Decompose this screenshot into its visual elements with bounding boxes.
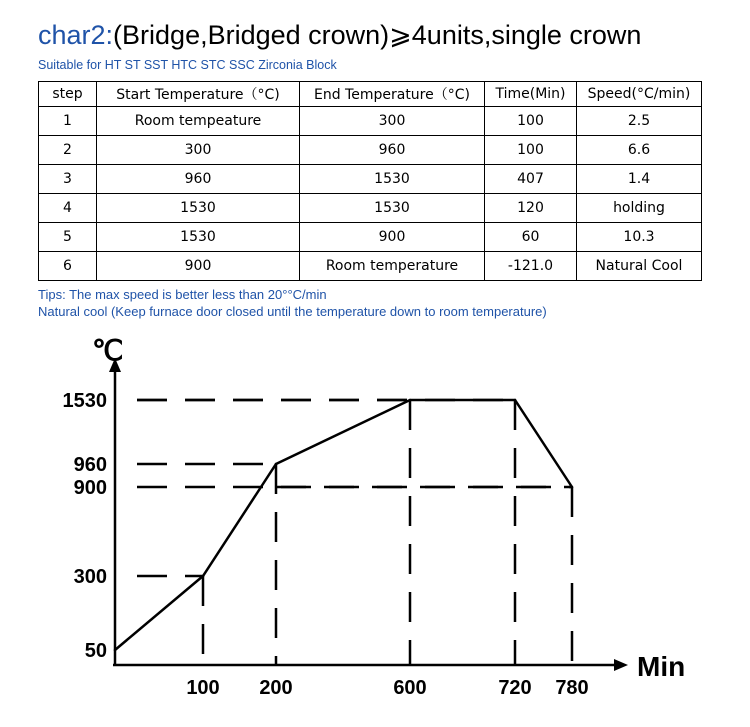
- data-point: [202, 575, 205, 578]
- y-tick-label: 960: [73, 454, 107, 476]
- title-text: (Bridge,Bridged crown)⩾4units,single crown: [113, 20, 642, 50]
- y-tick-label: 900: [73, 477, 107, 499]
- column-header-step: step: [39, 82, 97, 107]
- x-tick-label: 720: [498, 677, 532, 699]
- table-cell: 2: [39, 136, 97, 165]
- table-cell: 1: [39, 107, 97, 136]
- title-prefix: char2:: [38, 20, 114, 50]
- data-point: [114, 649, 117, 652]
- table-row: [39, 252, 702, 281]
- tick-labels: [63, 390, 589, 699]
- column-header-speed: Speed(°C/min): [577, 82, 702, 107]
- table-cell: 3: [39, 165, 97, 194]
- table-cell: 1530: [300, 165, 485, 194]
- data-point: [571, 486, 574, 489]
- table-cell: 1.4: [577, 165, 702, 194]
- tips-note: [38, 286, 547, 320]
- table-row: [39, 194, 702, 223]
- column-header-start-temperature: Start Temperature（°C): [97, 82, 300, 107]
- natural-cool-note: Natural cool (Keep furnace door closed until the temperature down to room temperature): [38, 304, 547, 319]
- subtitle: Suitable for HT ST SST HTC STC SSC Zirconia Block: [38, 58, 337, 72]
- table-cell: Natural Cool: [577, 252, 702, 281]
- data-point: [409, 399, 412, 402]
- chart-title: [38, 20, 641, 51]
- table-cell: 6.6: [577, 136, 702, 165]
- x-tick-label: 600: [393, 677, 427, 699]
- data-point: [514, 399, 517, 402]
- table-cell: 120: [485, 194, 577, 223]
- table-header-row: [39, 82, 702, 107]
- x-axis-label: Min: [637, 651, 686, 682]
- table-row: [39, 165, 702, 194]
- table-row: [39, 223, 702, 252]
- table-cell: 2.5: [577, 107, 702, 136]
- table-cell: 60: [485, 223, 577, 252]
- table-cell: 407: [485, 165, 577, 194]
- column-header-end-temperature: End Temperature（°C): [300, 82, 485, 107]
- firing-curve-chart: [0, 330, 750, 727]
- y-axis-label: ℃: [92, 335, 124, 366]
- table-cell: 6: [39, 252, 97, 281]
- table-cell: 960: [97, 165, 300, 194]
- temperature-series-line: [115, 400, 572, 650]
- table-cell: Room tempeature: [97, 107, 300, 136]
- table-cell: 10.3: [577, 223, 702, 252]
- x-axis-arrow: [614, 659, 628, 671]
- table-cell: -121.0: [485, 252, 577, 281]
- y-tick-label: 50: [84, 640, 107, 662]
- y-tick-label: 300: [73, 566, 107, 588]
- x-tick-label: 780: [555, 677, 589, 699]
- tips-line: Tips: The max speed is better less than 20°°C/min: [38, 287, 327, 302]
- table-cell: 900: [97, 252, 300, 281]
- table-cell: holding: [577, 194, 702, 223]
- x-tick-label: 200: [259, 677, 293, 699]
- table-cell: 5: [39, 223, 97, 252]
- table-row: [39, 136, 702, 165]
- y-tick-label: 1530: [62, 390, 107, 412]
- data-point: [275, 463, 278, 466]
- table-cell: 960: [300, 136, 485, 165]
- table-cell: 1530: [300, 194, 485, 223]
- table-cell: 300: [97, 136, 300, 165]
- table-cell: 900: [300, 223, 485, 252]
- table-cell: 300: [300, 107, 485, 136]
- chart-axes: [92, 335, 685, 682]
- guide-lines: [137, 400, 572, 665]
- column-header-time: Time(Min): [485, 82, 577, 107]
- table-cell: 4: [39, 194, 97, 223]
- table-cell: 100: [485, 136, 577, 165]
- x-tick-label: 100: [186, 677, 220, 699]
- table-cell: 100: [485, 107, 577, 136]
- table-cell: Room temperature: [300, 252, 485, 281]
- table-row: [39, 107, 702, 136]
- temperature-curve: [114, 399, 574, 652]
- firing-schedule-table: [38, 81, 702, 281]
- table-cell: 1530: [97, 223, 300, 252]
- table-cell: 1530: [97, 194, 300, 223]
